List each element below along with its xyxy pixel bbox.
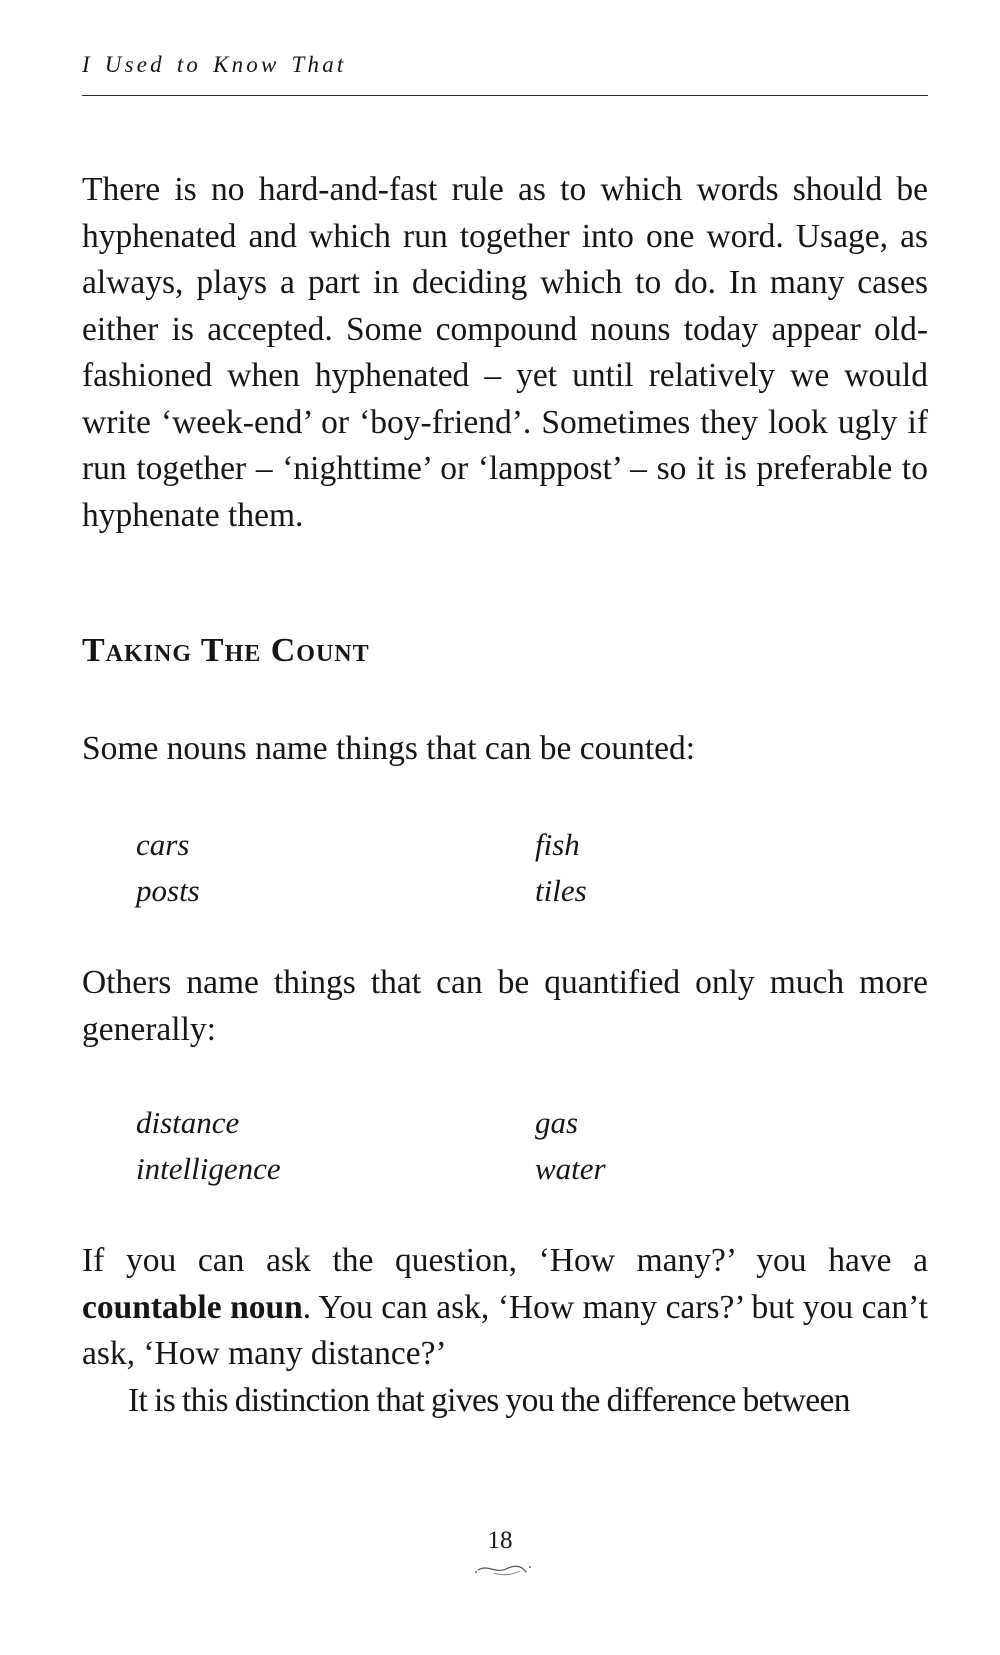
example-word: fish bbox=[535, 827, 580, 862]
example-word: distance bbox=[136, 1105, 240, 1140]
uncountable-examples-left bbox=[136, 1100, 281, 1192]
definition-text-before: If you can ask the question, ‘How many?’ you have a bbox=[82, 1242, 928, 1279]
section-heading: Taking The Count bbox=[82, 632, 370, 669]
running-head-title: I Used to Know That bbox=[82, 52, 347, 77]
term-countable-noun: countable noun bbox=[82, 1288, 303, 1326]
example-word: intelligence bbox=[136, 1151, 281, 1186]
countable-examples-right bbox=[535, 822, 587, 914]
example-word: tiles bbox=[535, 873, 587, 908]
page-number: 18 bbox=[487, 1527, 513, 1554]
paragraph-countable-definition bbox=[82, 1238, 928, 1378]
paragraph-countable-intro: Some nouns name things that can be counted: bbox=[82, 730, 696, 767]
header-rule bbox=[82, 95, 928, 96]
paragraph-distinction: It is this distinction that gives you the difference between bbox=[128, 1382, 850, 1419]
example-word: cars bbox=[136, 827, 190, 862]
countable-examples-left bbox=[136, 822, 200, 914]
example-word: gas bbox=[535, 1105, 579, 1140]
paragraph-uncountable-intro: Others name things that can be quantified only much more generally: bbox=[82, 964, 928, 1048]
example-word: water bbox=[535, 1151, 606, 1186]
paragraph-hyphenation: There is no hard-and-fast rule as to which words should be hyphenated and which run together into one word. Usage, as always, plays a part in deciding which to do. In many cases either is accepted. Some compound nouns today appear old-fashioned when hyphenated – yet until relatively we would write ‘week-end’ or ‘boy-friend’. Sometimes they look ugly if run together – ‘nighttime’ or ‘lamppost’ – so it is preferable to hyphenate them. bbox=[82, 171, 928, 534]
uncountable-examples-right bbox=[535, 1100, 606, 1192]
definition-text-after: . You can ask, ‘How many cars?’ but you can’t ask, ‘How many distance?’ bbox=[82, 1288, 928, 1372]
swash-ornament-icon bbox=[474, 1562, 534, 1578]
example-word: posts bbox=[136, 873, 200, 908]
